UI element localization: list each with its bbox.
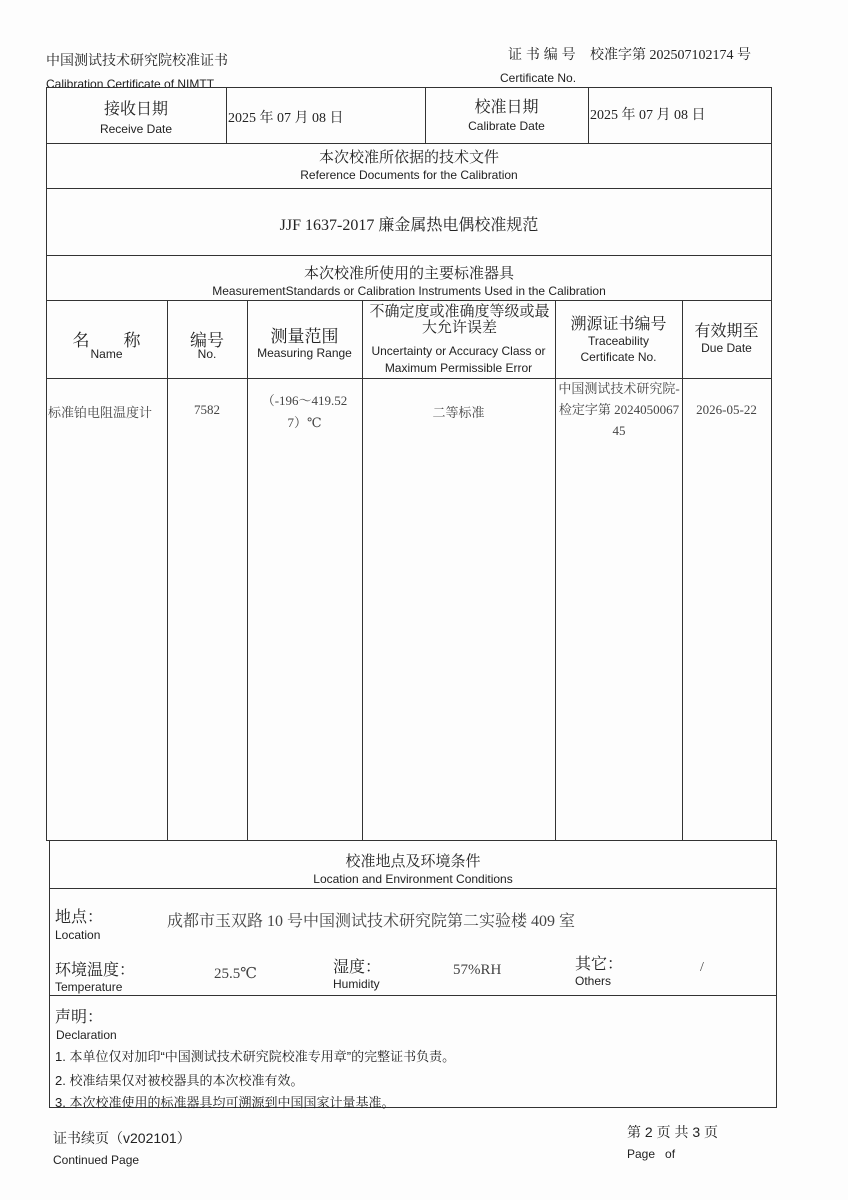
title-zh: 中国测试技术研究院校准证书 bbox=[46, 52, 228, 68]
cell-trace: 中国测试技术研究院-检定字第 202405006745 bbox=[558, 381, 680, 438]
cell-no: 7582 bbox=[194, 402, 220, 417]
col-name-en: Name bbox=[90, 347, 123, 361]
env-title-zh: 校准地点及环境条件 bbox=[345, 853, 481, 870]
cell-range: （-196～419.527）℃ bbox=[261, 393, 348, 430]
others-label-en: Others bbox=[575, 974, 612, 988]
cert-label-en: Certificate No. bbox=[500, 71, 577, 85]
receive-date-label-en: Receive Date bbox=[99, 122, 173, 136]
declaration-item: 3. 本次校准使用的标准器具均可溯源到中国国家计量基准。 bbox=[55, 1095, 395, 1110]
cell-uncertainty: 二等标准 bbox=[432, 405, 485, 420]
temp-label-en: Temperature bbox=[55, 980, 123, 994]
continued-page-zh: 证书续页（v202101） bbox=[53, 1130, 191, 1146]
declaration-item: 1. 本单位仅对加印“中国测试技术研究院校准专用章”的完整证书负责。 bbox=[55, 1049, 456, 1064]
reference-document: JJF 1637-2017 廉金属热电偶校准规范 bbox=[279, 217, 539, 234]
title-en: Calibration Certificate of NIMTT bbox=[46, 77, 215, 91]
col-range-zh: 测量范围 bbox=[270, 327, 339, 346]
calibrate-date-value: 2025 年 07 月 08 日 bbox=[590, 108, 706, 123]
humidity-value: 57%RH bbox=[453, 962, 502, 978]
cell-due: 2026-05-22 bbox=[696, 402, 757, 417]
receive-date-value: 2025 年 07 月 08 日 bbox=[228, 111, 344, 126]
standards-title-en: MeasurementStandards or Calibration Instruments Used in the Calibration bbox=[212, 284, 606, 298]
col-no-en: No. bbox=[197, 347, 217, 361]
cert-label-zh: 证 书 编 号 bbox=[508, 46, 576, 62]
col-uncertainty-en: Uncertainty or Accuracy Class or Maximum Permissible Error bbox=[371, 344, 546, 375]
col-range-en: Measuring Range bbox=[257, 346, 352, 360]
calibrate-date-label-zh: 校准日期 bbox=[474, 99, 539, 116]
declaration-title-en: Declaration bbox=[56, 1028, 117, 1042]
env-title-en: Location and Environment Conditions bbox=[313, 872, 513, 886]
temp-value: 25.5℃ bbox=[214, 966, 258, 982]
col-trace-en: Traceability Certificate No. bbox=[580, 334, 657, 364]
calibrate-date-label-en: Calibrate Date bbox=[468, 119, 545, 133]
col-trace-zh: 溯源证书编号 bbox=[570, 316, 667, 333]
others-value: / bbox=[700, 960, 704, 975]
receive-date-label-zh: 接收日期 bbox=[103, 101, 168, 118]
col-name-zh: 名 称 bbox=[72, 331, 141, 350]
reference-title-en: Reference Documents for the Calibration bbox=[300, 168, 518, 182]
col-no-zh: 编号 bbox=[190, 331, 224, 350]
cell-name: 标准铂电阻温度计 bbox=[48, 405, 153, 420]
page-number-en: Page of bbox=[627, 1147, 676, 1161]
continued-page-en: Continued Page bbox=[53, 1153, 140, 1167]
col-due-en: Due Date bbox=[701, 341, 752, 355]
col-due-zh: 有效期至 bbox=[694, 323, 759, 340]
location-label-zh: 地点： bbox=[55, 909, 104, 926]
col-uncertainty-zh: 不确定度或准确度等级或最大允许误差 bbox=[369, 303, 550, 336]
cert-no: 校准字第 202507102174 号 bbox=[590, 48, 751, 63]
declaration-title-zh: 声明： bbox=[55, 1009, 104, 1026]
main-table bbox=[46, 87, 772, 841]
declaration-item: 2. 校准结果仅对被校器具的本次校准有效。 bbox=[55, 1073, 304, 1088]
reference-title-zh: 本次校准所依据的技术文件 bbox=[318, 149, 499, 166]
location-label-en: Location bbox=[55, 928, 101, 942]
others-label-zh: 其它： bbox=[575, 956, 624, 973]
temp-label-zh: 环境温度： bbox=[55, 962, 136, 979]
humidity-label-zh: 湿度： bbox=[333, 959, 382, 976]
standards-title-zh: 本次校准所使用的主要标准器具 bbox=[303, 265, 514, 282]
location-value: 成都市玉双路 10 号中国测试技术研究院第二实验楼 409 室 bbox=[167, 913, 576, 930]
page-number-zh: 第 2 页 共 3 页 bbox=[627, 1124, 719, 1140]
humidity-label-en: Humidity bbox=[333, 977, 380, 991]
